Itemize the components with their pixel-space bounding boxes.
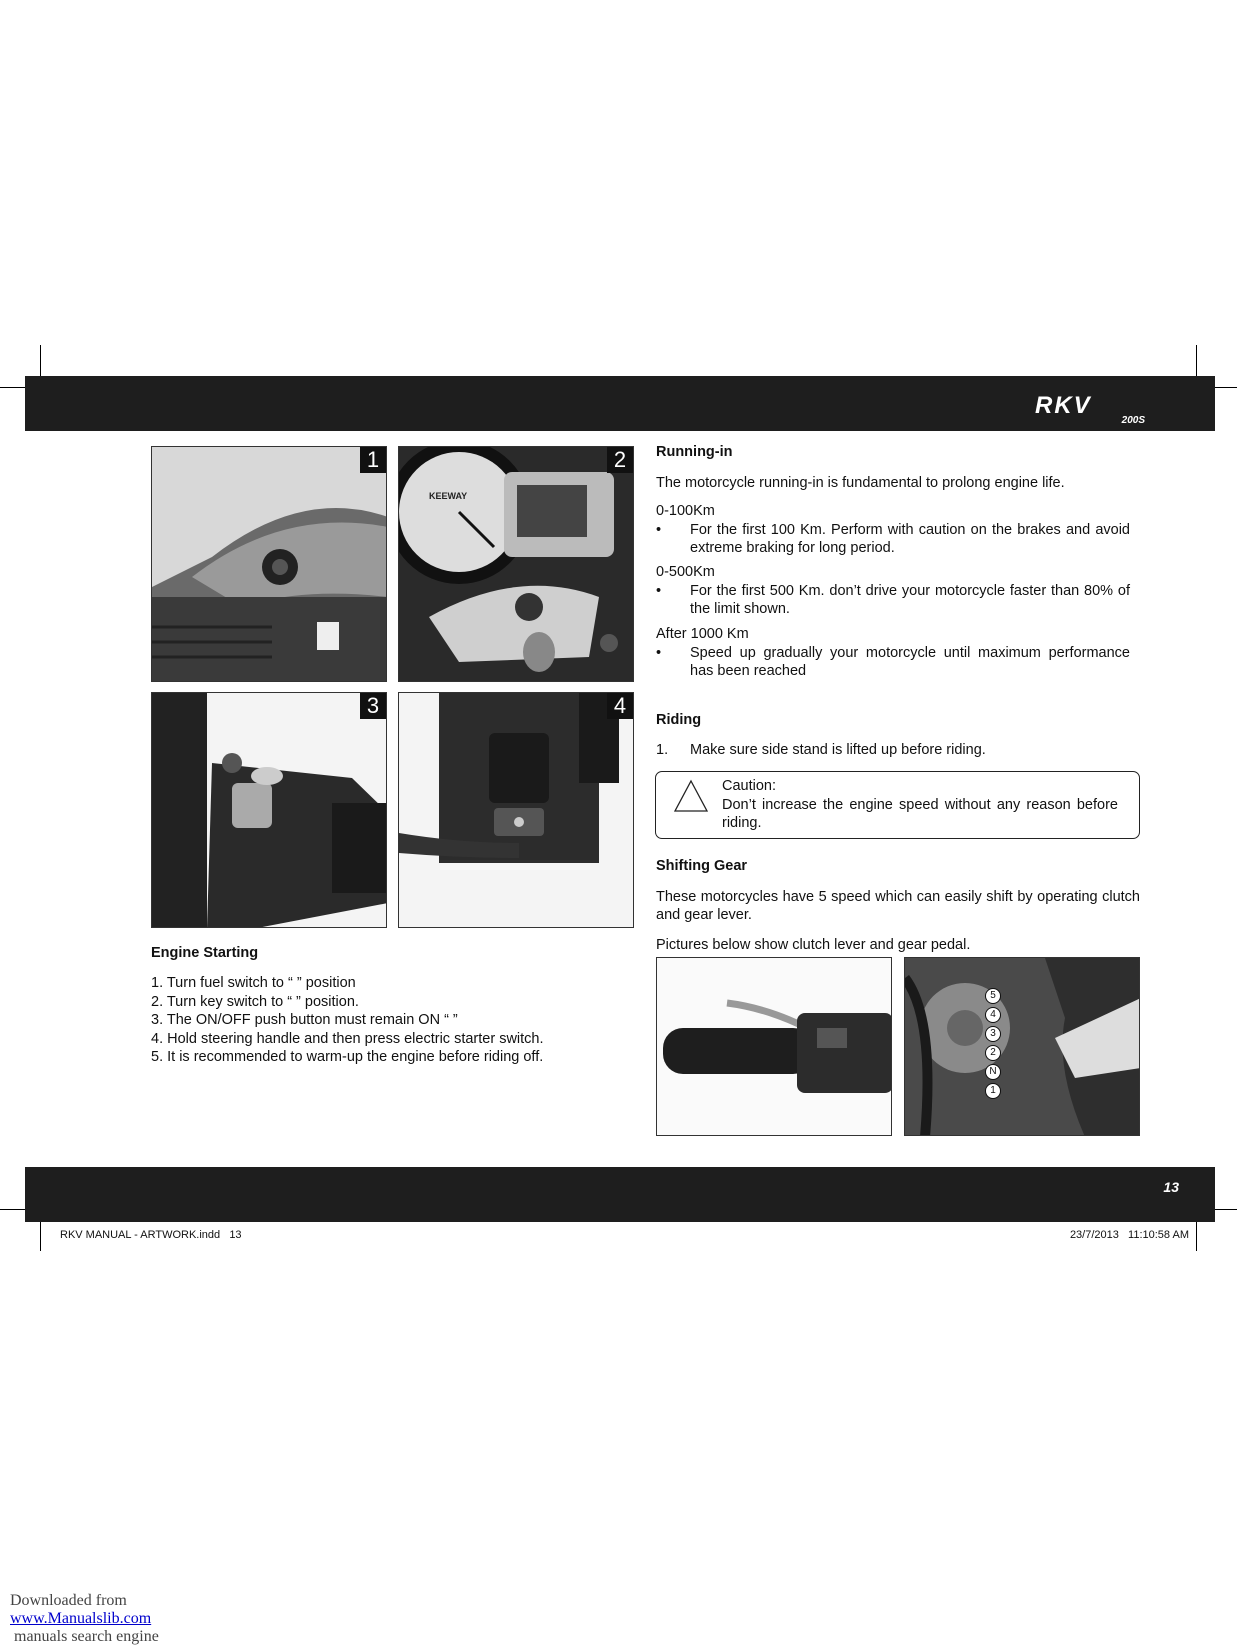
dashboard-photo <box>398 446 634 682</box>
gear-label: 4 <box>985 1007 1001 1023</box>
dashboard-brand: KEEWAY <box>429 491 468 501</box>
caution-text: Don’t increase the engine speed without any reason before riding. <box>722 797 1118 831</box>
crop-mark <box>1196 1218 1197 1251</box>
shifting-gear-heading: Shifting Gear <box>656 858 748 874</box>
gear-pedal-photo <box>904 957 1140 1136</box>
riding-heading: Riding <box>656 712 702 728</box>
gear-label: 1 <box>985 1083 1001 1099</box>
gear-label: N <box>985 1064 1001 1080</box>
step-4: 4. Hold steering handle and then press electric starter switch. <box>151 1030 544 1047</box>
page-number: 13 <box>1163 1179 1179 1195</box>
shifting-text: These motorcycles have 5 speed which can easily shift by operating clutch and gear lever. <box>656 889 1140 923</box>
logo-text: RKV <box>1035 392 1092 419</box>
handlebar-switch-illustration <box>152 693 387 928</box>
running-in-heading: Running-in <box>656 444 733 460</box>
gear-label: 3 <box>985 1026 1001 1042</box>
logo-sub: 200S <box>1121 415 1145 426</box>
caution-box <box>655 771 1140 839</box>
starter-switch-photo <box>398 692 634 928</box>
photo-number: 4 <box>607 693 633 719</box>
shifting-pictures-caption: Pictures below show clutch lever and gear pedal. <box>656 937 971 953</box>
file-timestamp: 23/7/2013 11:10:58 AM <box>1069 1229 1189 1241</box>
step-2: 2. Turn key switch to “ ” position. <box>151 993 359 1010</box>
caution-title: Caution: <box>722 778 777 794</box>
download-prefix: Downloaded from <box>10 1592 127 1609</box>
bullet-mark: • <box>656 645 662 661</box>
photo-number: 3 <box>360 693 386 719</box>
riding-item-text: Make sure side stand is lifted up before riding. <box>690 742 986 758</box>
footer-band <box>25 1167 1215 1222</box>
photo-number: 2 <box>607 447 633 473</box>
download-suffix: manuals search engine <box>10 1628 159 1645</box>
handlebar-switch-photo <box>151 692 387 928</box>
rkv-logo <box>1035 392 1145 426</box>
file-info: RKV MANUAL - ARTWORK.indd 13 <box>60 1229 242 1241</box>
download-credit <box>2 1574 159 1646</box>
range-label: 0-100Km <box>656 503 715 519</box>
range-label: 0-500Km <box>656 564 715 580</box>
header-band <box>25 376 1215 431</box>
range-label: After 1000 Km <box>656 626 749 642</box>
starter-switch-illustration <box>399 693 634 928</box>
clutch-lever-photo <box>656 957 892 1136</box>
dashboard-illustration <box>399 447 634 682</box>
engine-starting-steps <box>151 974 544 1067</box>
step-1: 1. Turn fuel switch to “ ” position <box>151 975 356 991</box>
running-in-bullet <box>656 582 1140 618</box>
bullet-text: For the first 100 Km. Perform with caution on the brakes and avoid extreme braking for long period. <box>690 522 1130 556</box>
running-in-intro: The motorcycle running-in is fundamental to prolong engine life. <box>656 475 1065 491</box>
crop-mark <box>1196 345 1197 378</box>
step-3: 3. The ON/OFF push button must remain ON “ ” <box>151 1012 458 1028</box>
fuel-switch-photo <box>151 446 387 682</box>
bullet-mark: • <box>656 583 662 599</box>
gear-pedal-illustration <box>905 958 1140 1136</box>
gear-label: 2 <box>985 1045 1001 1061</box>
bullet-text: For the first 500 Km. don’t drive your motorcycle faster than 80% of the limit shown. <box>690 583 1130 617</box>
clutch-lever-illustration <box>657 958 892 1136</box>
bullet-mark: • <box>656 522 662 538</box>
running-in-bullet <box>656 521 1140 557</box>
manualslib-link[interactable]: www.Manualslib.com <box>10 1610 152 1627</box>
bullet-text: Speed up gradually your motorcycle until maximum performance has been reached <box>690 645 1130 679</box>
warning-triangle-icon <box>673 779 709 813</box>
engine-starting-heading: Engine Starting <box>151 945 259 961</box>
crop-mark <box>40 345 41 378</box>
crop-mark <box>40 1218 41 1251</box>
step-5: 5. It is recommended to warm-up the engine before riding off. <box>151 1049 544 1065</box>
riding-item-number: 1. <box>656 742 669 758</box>
photo-number: 1 <box>360 447 386 473</box>
fuel-switch-illustration <box>152 447 387 682</box>
gear-label: 5 <box>985 988 1001 1004</box>
running-in-bullet <box>656 644 1140 680</box>
